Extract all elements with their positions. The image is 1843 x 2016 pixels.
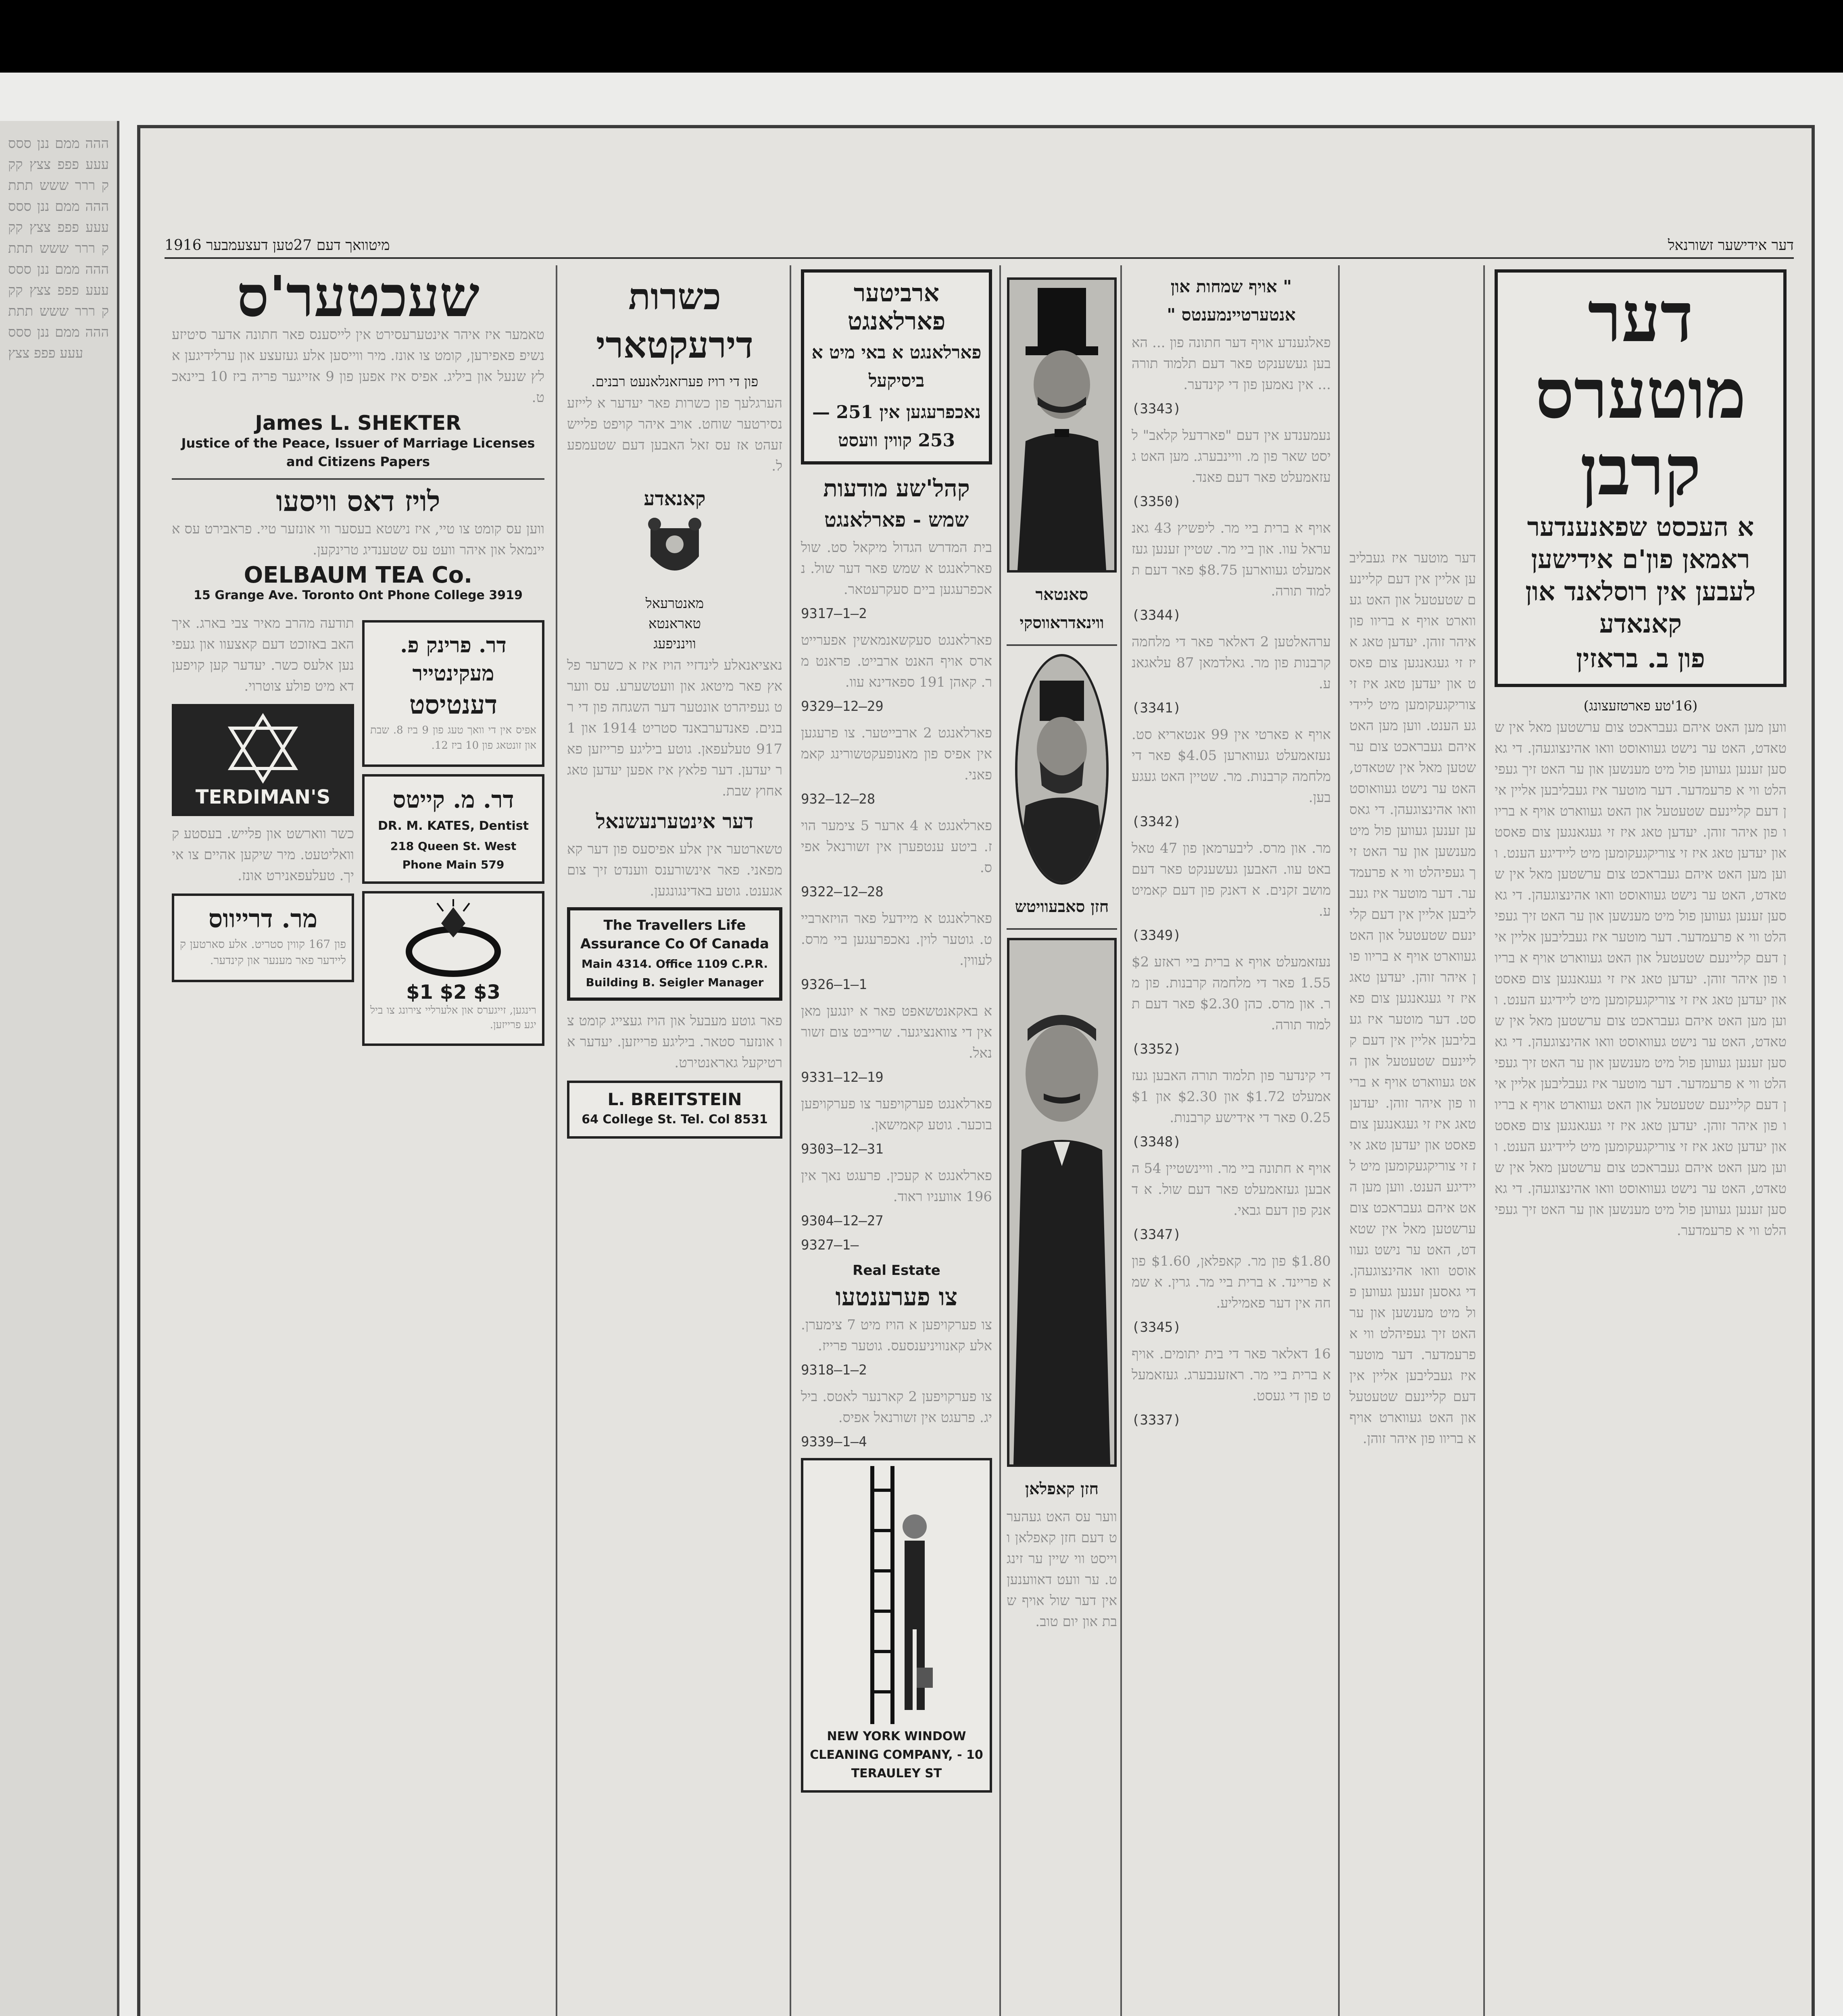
classified-code: 9327—1— — [801, 1237, 859, 1253]
classified-code: 9331—12—19 — [801, 1069, 884, 1085]
real-estate-text: צו פערקויפען א הויז מיט 7 צימערן. אלע קאנוויניענסעס. גוטער פרייז. — [801, 1317, 992, 1354]
story-body-text: ווען מען האט איהם געבראכט צום ערשטען מאל אין שטאדט, האט ער נישט געוואוסט וואו אהינצוגעהן. די גאסען זענען געווען פול מיט מענשען און ער האט זיך געפיהלט ווי א פרעמדער. דער מוטער איז געבליבען אליין אין דעם קליינעם שטעטעל און האט געווארט אויף א בריוו פון איהר זוהן. יעדען טאג איז זי געגאנגען צום פאסט און יעדען טאג איז זי צוריקגעקומען מיט ליידיגע הענט. ווען מען האט איהם געבראכט צום ערשטען מאל אין שטאדט, האט ער נישט געוואוסט וואו אהינצוגעהן. די גאסען זענען געווען פול מיט מענשען און ער האט זיך געפיהלט ווי א פרעמדער. דער מוטער איז געבליבען אליין אין דעם קליינעם שטעטעל און האט געווארט אויף א בריוו פון איהר זוהן. יעדען טאג איז זי געגאנגען צום פאסט און יעדען טאג איז זי צוריקגעקומען מיט ליידיגע הענט. ווען מען האט איהם געבראכט צום ערשטען מאל אין שטאדט, האט ער נישט געוואוסט וואו אהינצוגעהן. די גאסען זענען געווען פול מיט מענשען און ער האט זיך געפיהלט ווי א פרעמדער. דער מוטער איז געבליבען אליין אין דעם קליינעם שטעטעל און האט געווארט אויף א בריוו פון איהר זוהן. יעדען טאג איז זי געגאנגען צום פאסט און יעדען טאג איז זי צוריקגעקומען מיט ליידיגע הענט. ווען מען האט איהם געבראכט צום ערשטען מאל אין שטאדט, האט ער נישט געוואוסט וואו אהינצוגעהן. די גאסען זענען געווען פול מיט מענשען און ער האט זיך געפיהלט ווי א פרעמדער. — [1495, 719, 1787, 1239]
column-rule — [1483, 265, 1485, 2016]
help-wanted-title: ארביטער פארלאנגט — [847, 279, 946, 335]
insurance-contact: Main 4314. Office 1109 C.P.R. Building B. Seigler Manager — [581, 957, 768, 989]
column-rule — [790, 265, 791, 2016]
shekter-name: James L. SHEKTER — [255, 411, 461, 435]
notice-text: $1.80 פון מר. קאפלאן, $1.60 פון א פריינד. א ברית ביי מר. גרין. א שמחה אין דער פאמיליע. — [1132, 1253, 1331, 1311]
oelbaum-name: OELBAUM TEA Co. — [244, 562, 473, 588]
classified-text: פארלאנגט 2 ארבייטער. צו פרעגען אין אפיס פון מאנופעקטשורינג קאמפאני. — [801, 725, 992, 783]
terdimans-ad — [172, 704, 354, 816]
classified-code: 9329—12—29 — [801, 698, 884, 714]
column-rule — [999, 265, 1001, 2016]
notice-code: (3348) — [1132, 1134, 1181, 1150]
notice-code: (3352) — [1132, 1041, 1181, 1057]
crest-icon — [642, 516, 707, 585]
cantor-1-caption: סאנטאר ווינאדראווסקי — [1019, 585, 1104, 632]
portrait-cantor-1 — [1007, 277, 1117, 573]
community-notices-subtitle: שמש - פארלאנגט — [824, 508, 969, 531]
portrait-image — [1009, 940, 1114, 1464]
notice-text: נעמענדע אין דעם "פארדעל קלאב" ליסט שאר פון מ. וויינבערג. מען האט געזאמעלט פאר דעם פאנד. — [1132, 427, 1331, 485]
classified-text: בית המדרש הגדול מיקאל סט. שול פארלאנגט א שמש פאר דער שול. נאכפרעגען ביים סעקרעטאר. — [801, 539, 992, 598]
real-estate-label-en: Real Estate — [853, 1262, 940, 1279]
shekter-body: טאמער איז איהר אינטערעסירט אין לייסענס פאר חתונה אדער סיטיזענשיפ פאפירען, קומט צו אונז. מיר ווייסען אלע געזעצע און ערלידיגען אלץ שנעל און ביליג. אפיס איז אפען פון 9 אזייגער פריה ביז 10 ביינאכט. — [172, 327, 544, 406]
top-black-margin — [0, 0, 1843, 73]
column-celebrations — [1124, 265, 1338, 2016]
mckintyre-name: דר. פרינק פ. מעקינטייר — [400, 633, 507, 686]
masthead-strip — [165, 233, 1794, 259]
notice-code: (3337) — [1132, 1412, 1181, 1428]
insurance-ad — [567, 907, 782, 1001]
meat-ad-body: תודעה מהרב מאיר צבי בארג. איך האב באזוכט דעם קאצעוו און געפינען אלעס כשר. יעדער קען קויפען דא מיט פולע צוטרוי. — [172, 615, 354, 694]
real-estate-title: צו פערענטעו — [835, 1283, 958, 1311]
city-3: ווינניפעג — [653, 636, 696, 652]
notice-code: (3345) — [1132, 1319, 1181, 1335]
notice-code: (3349) — [1132, 927, 1181, 943]
kates-address: 218 Queen St. West Phone Main 579 — [390, 839, 517, 871]
help-wanted-box — [801, 269, 992, 464]
notice-text: די קינדער פון תלמוד תורה האבען געזאמעלט $1.72 און $2.30 און $10.25 פאר די אידישע קרבנות. — [1132, 1068, 1331, 1126]
jewelry-prices: $1 $2 $3 — [406, 981, 500, 1004]
notice-text: אויף א חתונה ביי מר. וויינשטיין 54 האבען געזאמעלט פאר דעם שול. א דאנק פון דעם גבאי. — [1132, 1160, 1331, 1218]
classified-code: 9317—1—2 — [801, 606, 867, 622]
notice-code: (3343) — [1132, 401, 1181, 417]
breitstein-ad — [567, 1081, 782, 1139]
breitstein-name: L. BREITSTEIN — [607, 1089, 742, 1109]
international-ad-title: דער אינטערנעשנאל — [596, 809, 754, 833]
dreyfus-body: פון 167 קווין סטריט. אלע סארטען קליידער פאר מענער און קינדער. — [180, 937, 346, 967]
notice-text: 16 דאלאר פאר די בית יתומים. אויף א ברית ביי מר. ראזענבערג. געזאמעלט פון די געסט. — [1132, 1346, 1331, 1404]
international-ad-body: טשארטער אין אלע אפיסעס פון דער קאמפאני. פאר אינשורענס ווענדט זיך צום אגענט. גוטע באדינגונגען. — [567, 841, 782, 899]
story-author: פון ב. בראזין — [1576, 644, 1705, 674]
classified-code: 9303—12—31 — [801, 1141, 884, 1157]
column-cantors — [1003, 265, 1120, 2016]
notice-text: ערהאלטען 2 דאלאר פאר די מלחמה קרבנות פון מר. גאלדמאן 87 עלאגאנע. — [1132, 634, 1331, 692]
misc-ad-text: פאר גוטע מעבעל און הויז געצייג קומט צו אונזער סטאר. ביליגע פרייזען. יעדער ארטיקעל גאראנטירט. — [567, 1013, 782, 1071]
notice-text: נעזאמעלט אויף א ברית ביי ראזע $21.55 פאר די מלחמה קרבנות. פון מר. און מרס. כהן $2.30 פאר דעם תלמוד תורה. — [1132, 954, 1331, 1033]
column-kashrut-directory — [560, 265, 790, 2016]
notice-code: (3347) — [1132, 1227, 1181, 1243]
cantor-3-caption: חזן קאפלאן — [1025, 1479, 1099, 1498]
story-title: דער מוטערס קרבן — [1535, 277, 1746, 511]
column-serial-story — [1487, 265, 1794, 2016]
classified-text: פארלאנגט א מיידעל פאר הויזארבייט. גוטער לוין. נאכפרעגען ביי מרס. לעווין. — [801, 910, 992, 968]
insurance-company: The Travellers Life Assurance Co Of Canada — [580, 917, 769, 952]
previous-page-edge: ההה ממם ננן ססס עעע פפפ צצץ קקק ררר ששש תתת ההה ממם ננן ססס עעע פפפ צצץ קקק ררר ששש תתת ההה ממם ננן ססס עעע פפפ צצץ קקק ררר ששש תתת ההה ממם ננן ססס עעע פפפ צצץ — [0, 121, 119, 2016]
masthead-left: מיטוואך דעם 27טען דעצעמבער 1916 — [165, 237, 390, 254]
breitstein-address: 64 College St. Tel. Col 8531 — [582, 1112, 768, 1127]
celebrations-heading: " אויף שמחות און אנטערטיינמענטס " — [1167, 277, 1296, 325]
classified-code: 932—12—28 — [801, 791, 876, 807]
ring-icon — [401, 899, 506, 980]
window-cleaning-name: NEW YORK WINDOW CLEANING COMPANY, - 10 TERAULEY ST — [810, 1729, 983, 1781]
city-1: מאנטרעאל — [645, 596, 704, 612]
kashrut-body: נאציאנאלע לינדזיי הויז איז א כשרער פלאץ פאר מיטאג און וועטשערע. עס ווערט געפיהרט אונטער דער השגחה פון די רבנים. פאנדערבאנד סטריט 1914 און 1917 טעלעפאן. גוטע ביליגע פרייזען פאר יעדען. דער פלאץ איז אפען יעדען טאג אחוץ שבת. — [567, 657, 782, 799]
tea-body: ווען עס קומט צו טיי, איז נישטא בעסער ווי אונזער טיי. פראבירט עס איינמאל און איהר וועט עס שטענדיג טרינקען. — [172, 521, 544, 558]
canada-crest — [567, 485, 782, 586]
classified-text: א באקאנטשאפט פאר א יונגען מאן אין די צוואנציגער. שרייבט צום זשורנאל. — [801, 1003, 992, 1061]
shekter-credentials: Justice of the Peace, Issuer of Marriage Licenses and Citizens Papers — [181, 435, 535, 469]
story-body-continued: דער מוטער איז געבליבען אליין אין דעם קליינעם שטעטעל און האט געווארט אויף א בריוו פון איהר זוהן. יעדען טאג איז זי געגאנגען צום פאסט און יעדען טאג איז זי צוריקגעקומען מיט ליידיגע הענט. ווען מען האט איהם געבראכט צום ערשטען מאל אין שטאדט, האט ער נישט געוואוסט וואו אהינצוגעהן. די גאסען זענען געווען פול מיט מענשען און ער האט זיך געפיהלט ווי א פרעמדער. דער מוטער איז געבליבען אליין אין דעם קליינעם שטעטעל און האט געווארט אויף א בריוו פון איהר זוהן. יעדען טאג איז זי געגאנגען צום פאסט. דער מוטער איז געבליבען אליין אין דעם קליינעם שטעטעל און האט געווארט אויף א בריוו פון איהר זוהן. יעדען טאג איז זי געגאנגען צום פאסט און יעדען טאג איז זי צוריקגעקומען מיט ליידיגע הענט. ווען מען האט איהם געבראכט צום ערשטען מאל אין שטאדט, האט ער נישט געוואוסט וואו אהינצוגעהן. די גאסען זענען געווען פול מיט מענשען און ער האט זיך געפיהלט ווי א פרעמדער. דער מוטער איז געבליבען אליין אין דעם קליינעם שטעטעל און האט געווארט אויף א בריוו פון איהר זוהן. — [1349, 550, 1476, 1447]
canada-label: קאנאדע — [644, 487, 706, 510]
separator — [172, 478, 544, 480]
window-cleaning-ad — [801, 1458, 992, 1793]
notice-text: אויף א ברית ביי מר. ליפשיץ 43 גאנעראל עוו. און ביי מר. שטיין זענען געזאמעלט געווארען $8.75 פאר דעם תלמוד תורה. — [1132, 520, 1331, 599]
tea-headline: לויז דאס וויסעו — [276, 484, 440, 518]
masthead-right: דער אידישער זשורנאל — [1668, 237, 1794, 254]
real-estate-code: 9318—1—2 — [801, 1362, 867, 1378]
notice-code: (3342) — [1132, 814, 1181, 830]
kates-name-heb: דר. מ. קייטס — [392, 786, 514, 813]
chapter-label: (16'טע פארטזעצונג) — [1583, 698, 1698, 714]
notice-code: (3344) — [1132, 607, 1181, 623]
ads-grid-right — [362, 613, 544, 1053]
classified-text: פארלאנגט א קעכין. פרעגט נאך אין 196 אוועניו ראוד. — [801, 1168, 992, 1205]
portrait-image — [1009, 280, 1114, 570]
classified-code: 9322—12—28 — [801, 884, 884, 900]
real-estate-text: צו פערקויפען 2 קארנער לאטס. ביליג. פרעגט אין זשורנאל אפיס. — [801, 1389, 992, 1426]
column-classifieds — [794, 265, 999, 2016]
ads-grid-left — [172, 613, 354, 1053]
shekter-title: שעכטער'ס — [237, 265, 480, 330]
real-estate-code: 9339—1—4 — [801, 1434, 867, 1450]
portrait-cantor-2 — [1015, 654, 1109, 885]
star-of-david-icon — [202, 712, 323, 785]
column-advertisements — [165, 265, 552, 2016]
help-wanted-line2: נאכפרעגען אין 251 — 253 קווין וועסט — [812, 402, 981, 451]
notice-text: פאלגענדע אויף דער חתונה פון ... האבען געשענקט פאר דעם תלמוד תורה ... אין נאמען פון די קינדער. — [1132, 335, 1331, 393]
ads-grid — [172, 613, 544, 1053]
oelbaum-address: 15 Grange Ave. Toronto Ont Phone College 3919 — [194, 588, 523, 602]
portrait-image — [1017, 656, 1106, 882]
mckintyre-body: אפיס אין די וואך טעג פון 9 ביז 8. שבת און זונטאג פון 10 ביז 12. — [370, 724, 536, 752]
jewelry-ad — [362, 891, 544, 1046]
cantor-2-caption: חזן סאבעוויטש — [1015, 897, 1109, 916]
dreyfus-ad — [172, 893, 354, 982]
terdimans-body: כשר ווארשט און פלייש. בעסטע קוואליטעט. מיר שיקען אהיים צו אייך. טעלעפאנירט אונז. — [172, 826, 354, 884]
story-subtitle: א העכסט שפאנענדער ראמאן פון'ם אידישען לעבען אין רוסלאנד און קאנאדע — [1525, 512, 1756, 639]
mckintyre-title: דענטיסט — [409, 690, 498, 720]
kashrut-subtitle: פון די רויז פערזאנלאנעט רבנים. — [591, 374, 759, 390]
separator — [1007, 928, 1117, 930]
notice-text: אויף א פארטי אין 99 אנטאריא סט. נעזאמעלט געווארען $4.05 פאר די מלחמה קרבנות. מר. שטיין האט געגעבען. — [1132, 727, 1331, 806]
window-cleaner-illustration — [856, 1466, 937, 1724]
classified-text: פארלאנגט סעקשאנמאשין אפערייטארס אויף האנט ארבייט. פראנט מר. קאהן 191 ספאדינא עוו. — [801, 632, 992, 690]
story-title-box — [1495, 269, 1787, 687]
city-2: טאראנטא — [648, 616, 701, 632]
dreyfus-name: מר. דרייווס — [208, 904, 318, 933]
column-rule — [556, 265, 557, 2016]
mckintyre-ad — [362, 620, 544, 767]
classified-text: פארלאנגט א 4 ארער 5 צימער הויז. ביטע ענטפערן אין זשורנאל אפיס. — [801, 818, 992, 876]
newspaper-page — [137, 125, 1815, 2016]
column-rule — [1120, 265, 1122, 2016]
community-notices-title: קהל'שע מודעות — [823, 475, 970, 502]
jewelry-body: רינגען, זייגערס און אלערליי צירונג צו ביליגע פרייזען. — [370, 1004, 536, 1031]
separator — [1007, 644, 1117, 646]
notice-text: מר. און מרס. ליבערמאן פון 47 טאלבאט עוו. האבען געשענקט פאר דעם מושב זקנים. א דאנק פון דעם קאמיטע. — [1132, 840, 1331, 919]
classified-code: 9304—12—27 — [801, 1213, 884, 1229]
column-rule — [1338, 265, 1340, 2016]
portrait-cantor-3 — [1007, 938, 1117, 1467]
classified-code: 9326—1—1 — [801, 977, 867, 993]
help-wanted-line1: פארלאנגט א באי מיט א ביסיקעל — [811, 342, 982, 391]
kashrut-intro: הערגלעך פון כשרות פאר יעדער א לייזענסירטער שוחט. אויב איהר קויפט פלייש זעהט אז עס זאל האבען דעם שטעמפעל. — [567, 395, 782, 474]
notice-code: (3341) — [1132, 700, 1181, 716]
column-story-continued — [1342, 544, 1483, 2016]
kashrut-title: כשרות דירעקטארי — [596, 275, 754, 367]
cantor-article-text: ווער עס האט געהערט דעם חזן קאפלאן ווייסט ווי שיין ער זינגט. ער וועט דאווענען אין דער שול אויף שבת און יום טוב. — [1007, 1509, 1117, 1630]
classified-text: פארלאנגט פערקויפער צו פערקויפען בוכער. גוטע קאמישאן. — [801, 1096, 992, 1133]
kates-name-en: DR. M. KATES, Dentist — [377, 819, 529, 833]
kates-ad — [362, 774, 544, 884]
terdimans-name: TERDIMAN'S — [195, 786, 331, 808]
notice-code: (3350) — [1132, 494, 1181, 510]
